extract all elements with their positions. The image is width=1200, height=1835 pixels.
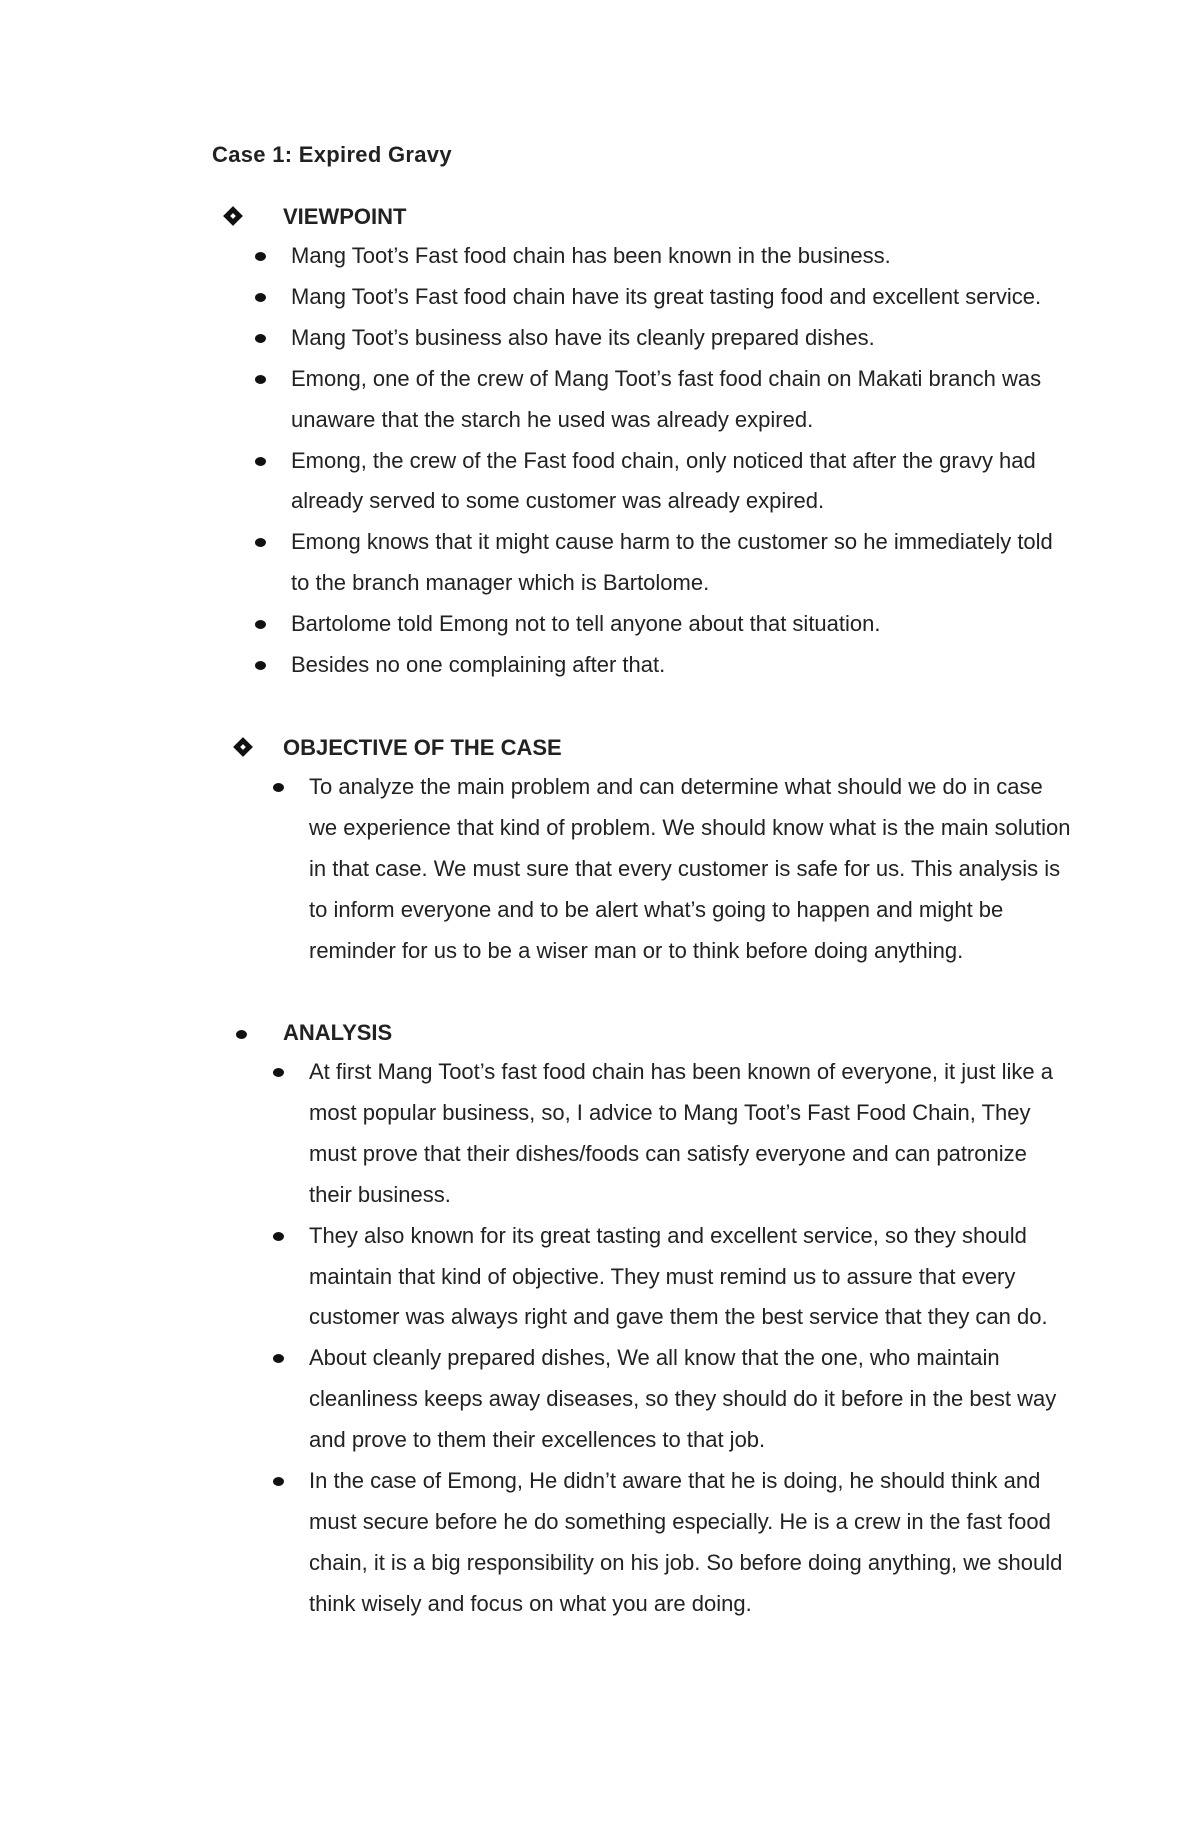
list-item-text: To analyze the main problem and can determine what should we do in case we experience that kind of problem. We should know what is the main solution in that case. We must sure that every customer is safe for us. This analysis is to inform everyone and to be alert what’s going to happen and might be reminder for us to be a wiser man or to think before doing anything. [309, 774, 1071, 963]
round-bullet-icon [255, 375, 266, 384]
list-item [291, 318, 1071, 359]
list-item-text: They also known for its great tasting and excellent service, so they should maintain that kind of objective. They must remind us to assure that every customer was always right and gave them the best service that they can do. [309, 1222, 1048, 1330]
list-item [309, 1461, 1071, 1625]
round-bullet-icon [255, 334, 266, 343]
list-item [291, 359, 1071, 441]
list-item-text: Emong, one of the crew of Mang Toot’s fast food chain on Makati branch was unaware that the starch he used was already expired. [291, 365, 1042, 432]
list-item-text: Mang Toot’s Fast food chain have its great tasting food and excellent service. [291, 283, 1042, 309]
list-item [309, 1338, 1071, 1461]
list-item-text: Mang Toot’s business also have its cleanly prepared dishes. [291, 324, 875, 350]
list-item-text: About cleanly prepared dishes, We all know that the one, who maintain cleanliness keeps away diseases, so they should do it before in the best way and prove to them their excellences to that job. [309, 1345, 1057, 1453]
list-item-text: Emong, the crew of the Fast food chain, only noticed that after the gravy had already served to some customer was already expired. [291, 447, 1036, 514]
section-heading-objective: OBJECTIVE OF THE CASE [283, 735, 562, 760]
list-item [291, 604, 1071, 645]
list-item [291, 277, 1071, 318]
round-bullet-icon [273, 1068, 284, 1077]
round-bullet-icon [255, 457, 266, 466]
list-item-text: Besides no one complaining after that. [291, 652, 666, 678]
round-bullet-icon [255, 538, 266, 547]
round-bullet-icon [273, 1232, 284, 1241]
round-bullet-icon [255, 252, 266, 261]
round-bullet-icon [255, 661, 266, 670]
list-item [291, 522, 1071, 604]
round-bullet-icon [255, 293, 266, 302]
list-item [309, 1216, 1071, 1339]
analysis-list [309, 1052, 1071, 1625]
round-bullet-icon [255, 620, 266, 629]
round-bullet-icon [236, 1030, 247, 1039]
list-item [291, 441, 1071, 523]
viewpoint-list [291, 236, 1071, 686]
list-item [309, 767, 1071, 972]
section-heading-analysis: ANALYSIS [283, 1020, 393, 1045]
objective-list [309, 767, 1071, 972]
round-bullet-icon [273, 783, 284, 792]
diamond-bullet-icon [233, 737, 253, 757]
list-item-text: At first Mang Toot’s fast food chain has been known of everyone, it just like a most popular business, so, I advice to Mang Toot’s Fast Food Chain, They must prove that their dishes/foods can satisfy everyone and can patronize their business. [309, 1059, 1053, 1207]
list-item-text: In the case of Emong, He didn’t aware that he is doing, he should think and must secure before he do something especially. He is a crew in the fast food chain, it is a big responsibility on his job. So before doing anything, we should think wisely and focus on what you are doing. [309, 1468, 1063, 1616]
round-bullet-icon [273, 1354, 284, 1363]
round-bullet-icon [273, 1477, 284, 1486]
list-item-text: Mang Toot’s Fast food chain has been known in the business. [291, 243, 891, 268]
diamond-bullet-icon [223, 206, 243, 226]
list-item-text: Bartolome told Emong not to tell anyone about that situation. [291, 611, 881, 637]
document-title: Case 1: Expired Gravy [212, 142, 452, 167]
list-item [291, 645, 1071, 686]
list-item [309, 1052, 1071, 1216]
list-item [291, 236, 1071, 277]
list-item-text: Emong knows that it might cause harm to the customer so he immediately told to the branch manager which is Bartolome. [291, 529, 1053, 596]
section-heading-viewpoint: VIEWPOINT [283, 204, 407, 229]
